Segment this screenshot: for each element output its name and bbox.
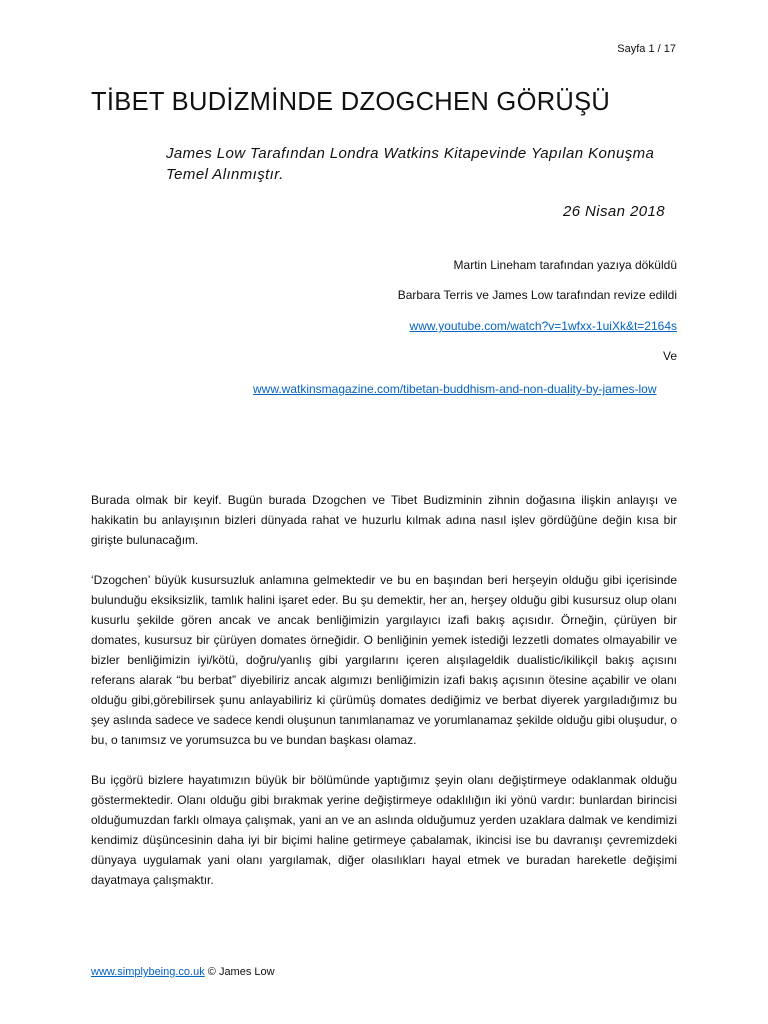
transcription-credit: Martin Lineham tarafından yazıya döküldü [453, 258, 677, 272]
revision-credit: Barbara Terris ve James Low tarafından revize edildi [397, 288, 677, 302]
footer-copyright: © James Low [207, 966, 275, 978]
page-footer [91, 966, 275, 978]
paragraph-dzogchen: ‘Dzogchen’ büyük kusursuzluk anlamına gelmektedir ve bu en başından beri herşeyin olduğu gibi içerisinde bulunduğu eksiksizlik, tamlık halini işaret eder. Bu şu demektir, her an, herşey olduğu gibi kusursuz olup olanı kusurlu şekilde gören ancak ve ancak benliğimizin yargılayıcı izafi bakış açısıdır. Örneğin, çürüyen bir domates, kusursuz bir çürüyen domates örneğidir. O benliğinin yemek istediği lezzetli domates olmayabilir ve bizler benliğimizin iyi/kötü, doğru/yanlış gibi yargılarını içeren alışılageldik dualistic/ikilikçil bakış açısını referans alarak “bu berbat” diyebiliriz ancak algımızı benliğimizin izafi bakış açısının ötesine açabilir ve olanı olduğu gibi,görebilirsek şunu anlayabiliriz ki çürümüş domates dediğimiz ve berbat diyerek yargıladığımız bu şey aslında sadece ve sadece kendi oluşunun tanımlanamaz ve yorumlanamaz şekilde olduğu gibi oluşudur, o bu, o tanımsız ve yorumsuzca bu ve bundan başkası olamaz. [91, 573, 677, 747]
paragraph-intro: Burada olmak bir keyif. Bugün burada Dzogchen ve Tibet Budizminin zihnin doğasına ilişkin anlayışı ve hakikatin bu anlayışının bizleri dünyada rahat ve huzurlu kılmak adına nasıl işlev gördüğüne değin kısa bir girişte bulunacağım. [91, 493, 677, 547]
youtube-link[interactable]: www.youtube.com/watch?v=1wfxx-1uiXk&t=2164s [409, 319, 677, 333]
page-number: Sayfa 1 / 17 [617, 43, 676, 55]
document-subtitle: James Low Tarafından Londra Watkins Kitapevinde Yapılan Konuşma Temel Alınmıştır. [166, 145, 655, 183]
footer-site-link[interactable]: www.simplybeing.co.uk [91, 966, 205, 978]
watkins-magazine-link[interactable]: www.watkinsmagazine.com/tibetan-buddhism-and-non-duality-by-james-low [253, 382, 657, 396]
body-text [91, 490, 677, 910]
document-date: 26 Nisan 2018 [563, 203, 665, 220]
conjunction-text: Ve [662, 349, 677, 363]
document-title: TİBET BUDİZMİNDE DZOGCHEN GÖRÜŞÜ [91, 88, 611, 116]
paragraph-insight: Bu içgörü bizlere hayatımızın büyük bir bölümünde yaptığımız şeyin olanı değiştirmeye odaklanmak olduğu göstermektedir. Olanı olduğu gibi bırakmak yerine değiştirmeye odaklılığın iki yönü vardır: bunlardan birincisi olduğumuzdan farklı olmaya çalışmak, yani an ve an aslında olduğumuz yerden uzaklara dalmak ve kendimizi kendimiz düşüncesinin daha iyi bir biçimi haline getirmeye çabalamak, ikincisi ise bu davranışı çevremizdeki dünyaya uygulamak yani olanı yargılamak, diğer olasılıkları hayal etmek ve buradan hareketle değişimi dayatmaya çalışmaktır. [91, 773, 677, 887]
